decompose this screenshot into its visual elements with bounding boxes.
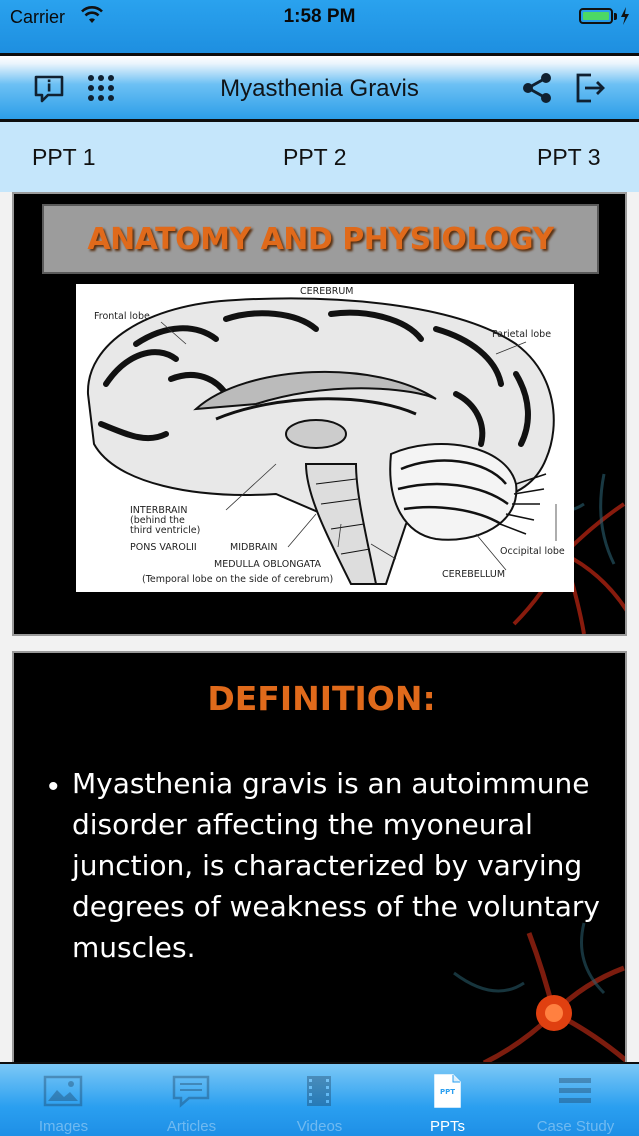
slides-scroll-area[interactable]	[0, 192, 639, 1062]
label-cerebellum: CEREBELLUM	[442, 569, 506, 580]
tab-images[interactable]	[0, 1064, 127, 1136]
exit-icon[interactable]	[573, 71, 607, 105]
battery-tip	[614, 13, 617, 20]
tab-ppt-1[interactable]: PPT 1	[32, 144, 96, 170]
ppt-tab-bar	[0, 122, 639, 192]
bottom-tab-bar	[0, 1062, 639, 1136]
label-parietal-lobe: Parietal lobe	[492, 329, 552, 340]
tab-ppt-3[interactable]: PPT 3	[537, 144, 601, 170]
label-midbrain: MIDBRAIN	[230, 542, 278, 553]
carrier-label: Carrier	[10, 7, 66, 27]
ppt-icon	[427, 1074, 467, 1108]
definition-title: DEFINITION:	[207, 679, 436, 718]
tab-articles[interactable]	[128, 1064, 255, 1136]
label-interbrain-note-2: third ventricle)	[130, 525, 201, 536]
status-bar	[0, 0, 639, 56]
tab-ppts[interactable]	[384, 1064, 511, 1136]
label-frontal-lobe: Frontal lobe	[94, 311, 150, 322]
page-title: Myasthenia Gravis	[220, 75, 419, 102]
label-interbrain: INTERBRAIN	[130, 505, 188, 516]
slide-title: ANATOMY AND PHYSIOLOGY	[87, 221, 554, 257]
status-time: 1:58 PM	[283, 6, 356, 27]
image-icon	[43, 1074, 83, 1108]
tab-ppt-2[interactable]: PPT 2	[283, 144, 347, 170]
slide-title-box	[42, 204, 599, 274]
battery-icon	[579, 8, 613, 24]
tab-videos-label: Videos	[296, 1118, 343, 1135]
list-icon	[555, 1074, 595, 1108]
definition-text: Myasthenia gravis is an autoimmune disorder affecting the myoneural junction, is characterized by varying degrees of weakness of the voluntary muscles.	[72, 767, 600, 964]
nav-header	[0, 56, 639, 122]
brain-diagram	[76, 284, 574, 592]
label-interbrain-note-1: (behind the	[130, 515, 185, 526]
charging-icon	[619, 6, 631, 26]
label-medulla-oblongata: MEDULLA OBLONGATA	[214, 559, 322, 570]
tab-ppts-label: PPTs	[429, 1118, 465, 1135]
tab-articles-label: Articles	[166, 1118, 217, 1135]
label-pons-varolii: PONS VAROLII	[130, 542, 197, 553]
share-icon[interactable]	[520, 71, 554, 105]
tab-videos[interactable]	[256, 1064, 383, 1136]
chat-icon	[171, 1074, 211, 1108]
tab-case-study[interactable]	[512, 1064, 639, 1136]
slide-anatomy	[12, 192, 627, 636]
label-temporal-lobe: (Temporal lobe on the side of cerebrum)	[142, 574, 334, 585]
tab-case-study-label: Case Study	[536, 1118, 615, 1135]
slide-definition	[12, 651, 627, 1069]
label-occipital-lobe: Occipital lobe	[500, 546, 565, 557]
bullet-point: •	[48, 770, 59, 803]
tab-images-label: Images	[38, 1118, 89, 1135]
label-cerebrum: CEREBRUM	[300, 286, 354, 297]
svg-text:PPT: PPT	[439, 1088, 456, 1096]
film-icon	[299, 1074, 339, 1108]
